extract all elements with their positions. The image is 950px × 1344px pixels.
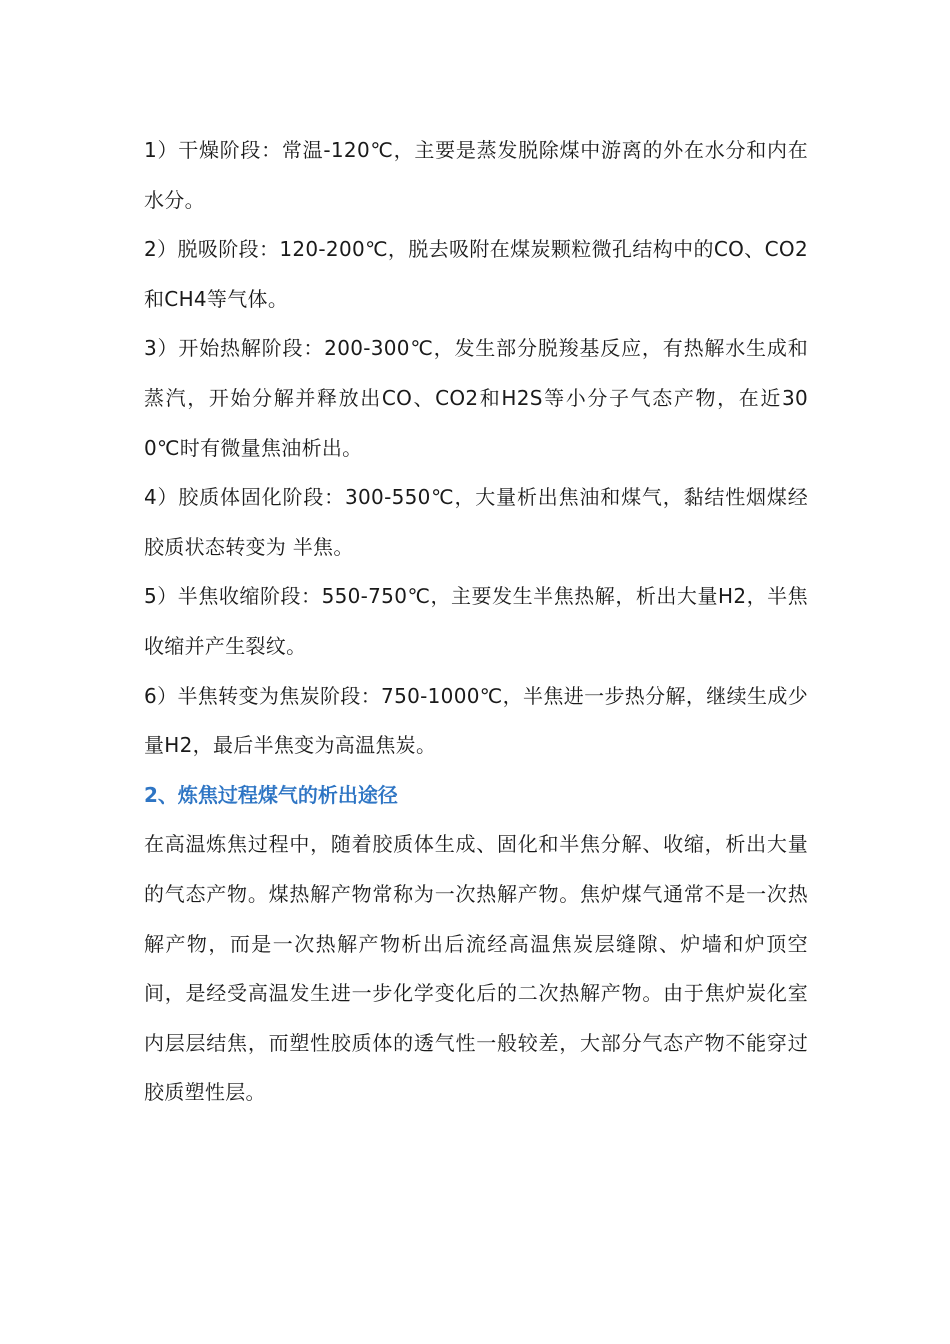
- section-heading: 2、炼焦过程煤气的析出途径: [144, 782, 398, 807]
- section-body-paragraph: 在高温炼焦过程中，随着胶质体生成、固化和半焦分解、收缩，析出大量的气态产物。煤热解产物常称为一次热解产物。焦炉煤气通常不是一次热解产物，而是一次热解产物析出后流经高温焦炭层缝隙、炉墙和炉顶空间，是经受高温发生进一步化学变化后的二次热解产物。由于焦炉炭化室内层层结焦，而塑性胶质体的透气性一般较差，大部分气态产物不能穿过胶质塑性层。: [144, 832, 808, 1105]
- document-page: [144, 126, 808, 1118]
- stage-pyrolysis-start-paragraph: 3）开始热解阶段：200-300℃，发生部分脱羧基反应，有热解水生成和蒸汽，开始分解并释放出CO、CO2和H2S等小分子气态产物，在近300℃时有微量焦油析出。: [144, 336, 808, 460]
- stage-drying-paragraph: 1）干燥阶段：常温-120℃，主要是蒸发脱除煤中游离的外在水分和内在水分。: [144, 138, 808, 212]
- stage-colloid-solidification-paragraph: 4）胶质体固化阶段：300-550℃，大量析出焦油和煤气，黏结性烟煤经胶质状态转变为 半焦。: [144, 485, 808, 559]
- stage-semicoke-shrinkage-paragraph: 5）半焦收缩阶段：550-750℃，主要发生半焦热解，析出大量H2，半焦收缩并产生裂纹。: [144, 584, 808, 658]
- stage-desorption-paragraph: 2）脱吸阶段：120-200℃，脱去吸附在煤炭颗粒微孔结构中的CO、CO2和CH4等气体。: [144, 237, 808, 311]
- stage-semicoke-to-coke-paragraph: 6）半焦转变为焦炭阶段：750-1000℃，半焦进一步热分解，继续生成少量H2，最后半焦变为高温焦炭。: [144, 683, 808, 758]
